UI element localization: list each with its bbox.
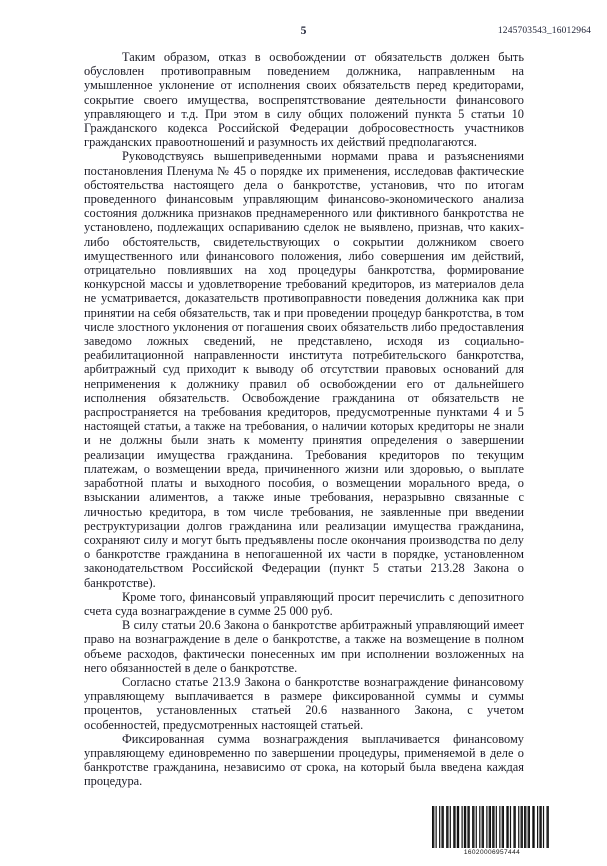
paragraph: В силу статьи 20.6 Закона о банкротстве арбитражный управляющий имеет право на вознаграждение в деле о банкротстве, а также на возмещение в полном объеме расходов, фактически понесенных им при исполнении возложенных на него обязанностей в деле о банкротстве. <box>84 618 524 675</box>
document-body <box>84 50 524 789</box>
barcode-value: 16020006957444 <box>463 849 521 856</box>
paragraph: Руководствуясь вышеприведенными нормами права и разъяснениями постановления Пленума № 45 о порядке их применения, исследовав фактические обстоятельства настоящего дела о банкротстве, установив, что по итогам проведенного финансовым управляющим финансово-экономического анализа состояния должника признаков преднамеренного или фиктивного банкротства не установлено, подлежащих оспариванию сделок не выявлено, признав, что каких-либо обстоятельств, свидетельствующих о сокрытии должником своего имущественного или финансового положения, либо совершения им действий, отрицательно повлиявших на ход процедуры банкротства, формирование конкурсной массы и удовлетворение требований кредиторов, из материалов дела не усматривается, доказательств противоправности поведения должника как при принятии на себя обязательств, так и при проведении процедур банкротства, в том числе злостного уклонения от погашения своих обязательств либо предоставления заведомо ложных сведений, не представлено, исходя из социально-реабилитационной направленности института потребительского банкротства, арбитражный суд приходит к выводу об отсутствии правовых оснований для неприменения к должнику правил об освобождении его от дальнейшего исполнения обязательств. Освобождение гражданина от обязательств не распространяется на требования кредиторов, предусмотренные пунктами 4 и 5 настоящей статьи, а также на требования, о наличии которых кредиторы не знали и не должны были знать к моменту принятия определения о завершении реализации имущества гражданина. Требования кредиторов по текущим платежам, о возмещении вреда, причиненного жизни или здоровью, о выплате заработной платы и выходного пособия, о возмещении морального вреда, о взыскании алиментов, а также иные требования, неразрывно связанные с личностью кредитора, в том числе требования, не заявленные при введении реструктуризации долгов гражданина или реализации имущества гражданина, сохраняют силу и могут быть предъявлены после окончания производства по делу о банкротстве гражданина в непогашенной их части в порядке, установленном законодательством Российской Федерации (пункт 5 статьи 213.28 Закона о банкротстве). <box>84 149 524 590</box>
paragraph: Кроме того, финансовый управляющий просит перечислить с депозитного счета суда вознаграждение в сумме 25 000 руб. <box>84 589 524 618</box>
page-header <box>0 24 607 44</box>
barcode <box>432 806 552 857</box>
paragraph: Фиксированная сумма вознаграждения выплачивается финансовому управляющему единовременно по завершении процедуры, применяемой в деле о банкротстве гражданина, независимо от срока, на который была введена каждая процедура. <box>84 731 524 789</box>
document-id: 1245703543_16012964 <box>497 26 591 36</box>
barcode-bars <box>432 806 550 848</box>
paragraph: Согласно статье 213.9 Закона о банкротстве вознаграждение финансовому управляющему выплачивается в размере фиксированной суммы и суммы процентов, установленных статьей 20.6 названного Закона, с учетом особенностей, предусмотренных настоящей статьей. <box>84 674 524 732</box>
paragraph: Таким образом, отказ в освобождении от обязательств должен быть обусловлен противоправным поведением должника, направленным на умышленное уклонение от исполнения своих обязательств перед кредиторами, сокрытие своего имущества, воспрепятствование деятельности финансового управляющего и т.д. При этом в силу общих положений пункта 5 статьи 10 Гражданского кодекса Российской Федерации добросовестность участников гражданских правоотношений и разумность их действий предполагаются. <box>84 50 524 150</box>
page-number: 5 <box>300 25 307 37</box>
